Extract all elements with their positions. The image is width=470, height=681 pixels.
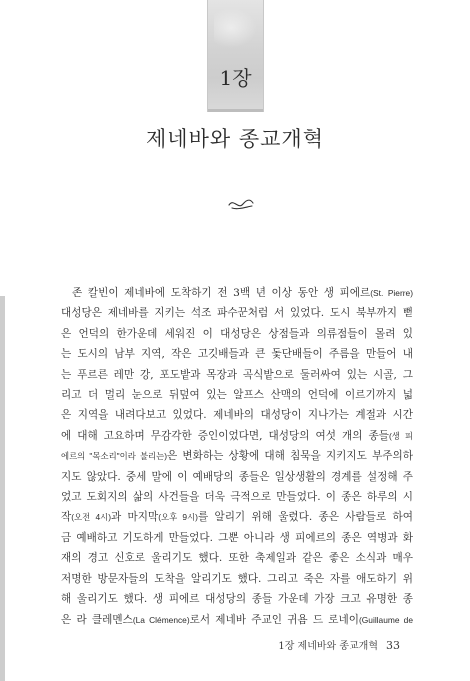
chapter-banner <box>207 0 264 112</box>
body-line-17: 은 라 클레멘스(La Clémence)로서 제네바 주교인 귀욤 드 로네이(Guillaume de <box>61 613 413 626</box>
body-line-15: 저명한 방문자들의 도착을 알리기도 했다. 그리고 죽은 자를 애도하기 위 <box>61 572 413 585</box>
body-line-12: 작(오전 4시)과 마지막(오후 9시)를 알리기 위해 울렸다. 종은 사람들로 하여 <box>61 511 413 524</box>
body-line-7: 은 지역을 내려다보고 있었다. 제네바의 대성당이 지나가는 계절과 시간 <box>61 409 413 422</box>
swash-ornament-icon <box>226 196 256 214</box>
page-edge-tab <box>0 296 5 681</box>
body-line-8: 에 대해 고요하며 무감각한 증인이었다면, 대성당의 여섯 개의 종들(생 피 <box>61 429 413 442</box>
running-head: 1장 제네바와 종교개혁 <box>278 641 378 652</box>
body-line-14: 재의 경고 신호로 울리기도 했다. 또한 축제일과 같은 좋은 소식과 매우 <box>61 552 413 565</box>
body-line-4: 는 도시의 남부 지역, 작은 고깃배들과 큰 돛단배들이 주름을 만들어 내 <box>61 348 413 361</box>
body-line-3: 은 언덕의 한가운데 세워진 이 대성당은 상점들과 의류점들이 몰려 있 <box>61 327 413 340</box>
body-line-13: 금 예배하고 기도하게 만들었다. 그뿐 아니라 생 피에르의 종은 역병과 화 <box>61 531 413 544</box>
body-line-11: 었고 도회지의 삶의 사건들을 더욱 극적으로 만들었다. 이 종은 하루의 시 <box>61 491 413 504</box>
body-text <box>61 283 413 630</box>
body-line-10: 지도 않았다. 중세 말에 이 예배당의 종들은 일상생활의 경계를 설정해 주 <box>61 470 413 483</box>
body-line-1: 존 칼빈이 제네바에 도착하기 전 3백 년 이상 동안 생 피에르(St. Pierre) <box>72 287 413 299</box>
chapter-title: 제네바와 종교개혁 <box>146 127 324 151</box>
chapter-label: 1장 <box>219 66 252 90</box>
body-line-16: 해 울리기도 했다. 생 피에르 대성당의 종들 가운데 가장 크고 유명한 종 <box>61 593 413 606</box>
body-line-9: 에르의 "목소리"이라 불리는)은 변화하는 상황에 대해 침묵을 지키지도 부주의하 <box>61 450 413 463</box>
page-number: 33 <box>386 639 400 652</box>
body-line-2: 대성당은 제네바를 지키는 석조 파수꾼처럼 서 있었다. 도시 북부까지 뻗 <box>61 307 413 320</box>
body-line-6: 리고 더 멀리 눈으로 뒤덮여 있는 알프스 산맥의 언덕에 이르기까지 넓 <box>61 389 413 402</box>
page-footer <box>278 637 400 652</box>
body-line-5: 는 푸르른 레만 강, 포도밭과 목장과 곡식밭으로 둘러싸여 있는 시골, 그 <box>61 368 413 381</box>
